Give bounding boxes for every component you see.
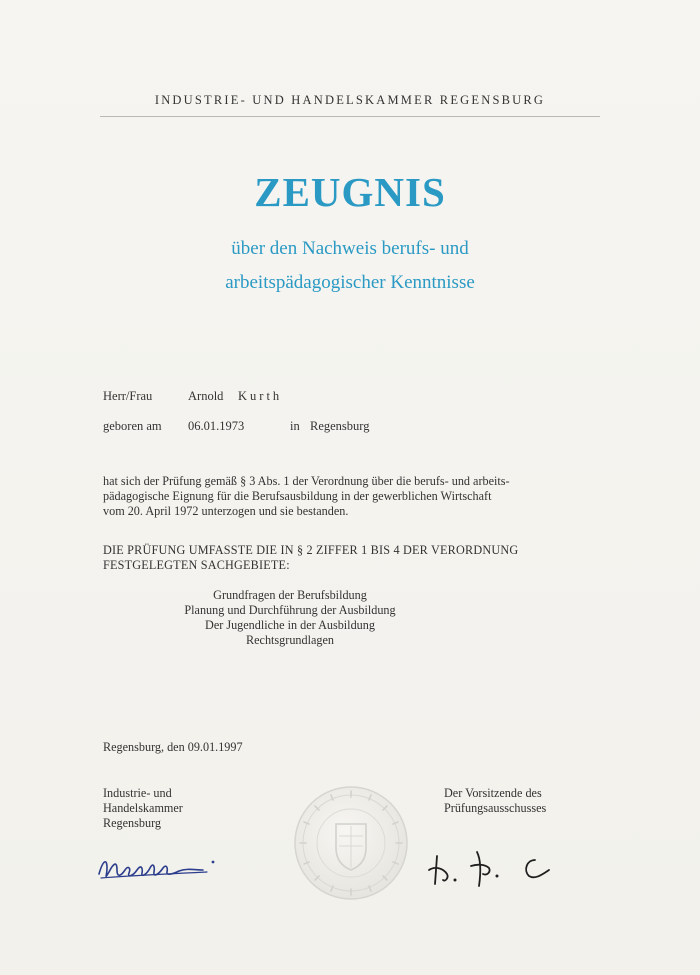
statement-line-2: pädagogische Eignung für die Berufsausbildung in der gewerblichen Wirtschaft <box>103 489 492 503</box>
birth-place: Regensburg <box>310 419 370 433</box>
embossed-seal-icon <box>292 784 410 902</box>
issuer-line-2: Handelskammer <box>103 801 183 815</box>
statement-line-3: vom 20. April 1972 unterzogen und sie bestanden. <box>103 504 349 518</box>
document-title: ZEUGNIS <box>254 169 446 215</box>
issuer-line-1: Industrie- und <box>103 786 172 800</box>
last-name: Kurth <box>238 389 283 403</box>
issuer-signature-icon <box>95 850 225 886</box>
place-date: Regensburg, den 09.01.1997 <box>103 740 243 754</box>
subject-item: Der Jugendliche in der Ausbildung <box>205 618 375 632</box>
subject-item: Grundfragen der Berufsbildung <box>213 588 367 602</box>
issuer-line-3: Regensburg <box>103 816 161 830</box>
subtitle-line-1: über den Nachweis berufs- und <box>231 238 469 259</box>
first-name: Arnold <box>188 389 224 403</box>
chairman-signature-icon <box>425 846 575 894</box>
subtitle-line-2: arbeitspädagogischer Kenntnisse <box>225 272 475 293</box>
issuer-block <box>103 786 183 831</box>
chairman-line-1: Der Vorsitzende des <box>444 786 542 800</box>
chairman-block <box>444 786 546 816</box>
exam-heading-line-1: DIE PRÜFUNG UMFASSTE DIE IN § 2 ZIFFER 1 BIS 4 DER VERORDNUNG <box>103 543 519 557</box>
exam-heading <box>103 543 593 573</box>
subject-item: Planung und Durchführung der Ausbildung <box>184 603 396 617</box>
statement-line-1: hat sich der Prüfung gemäß § 3 Abs. 1 der Verordnung über die berufs- und arbeits- <box>103 474 510 488</box>
exam-subjects <box>160 588 420 648</box>
chairman-line-2: Prüfungsausschusses <box>444 801 547 815</box>
born-label: geboren am <box>103 419 162 433</box>
exam-heading-line-2: FESTGELEGTEN SACHGEBIETE: <box>103 558 290 572</box>
issuer-header: INDUSTRIE- UND HANDELSKAMMER REGENSBURG <box>154 93 546 107</box>
salutation-label: Herr/Frau <box>103 389 153 403</box>
birth-place-label: in <box>290 419 300 433</box>
subject-item: Rechtsgrundlagen <box>246 633 334 647</box>
birth-date: 06.01.1973 <box>188 419 245 433</box>
header-divider <box>100 116 600 117</box>
statement-paragraph <box>103 474 593 519</box>
